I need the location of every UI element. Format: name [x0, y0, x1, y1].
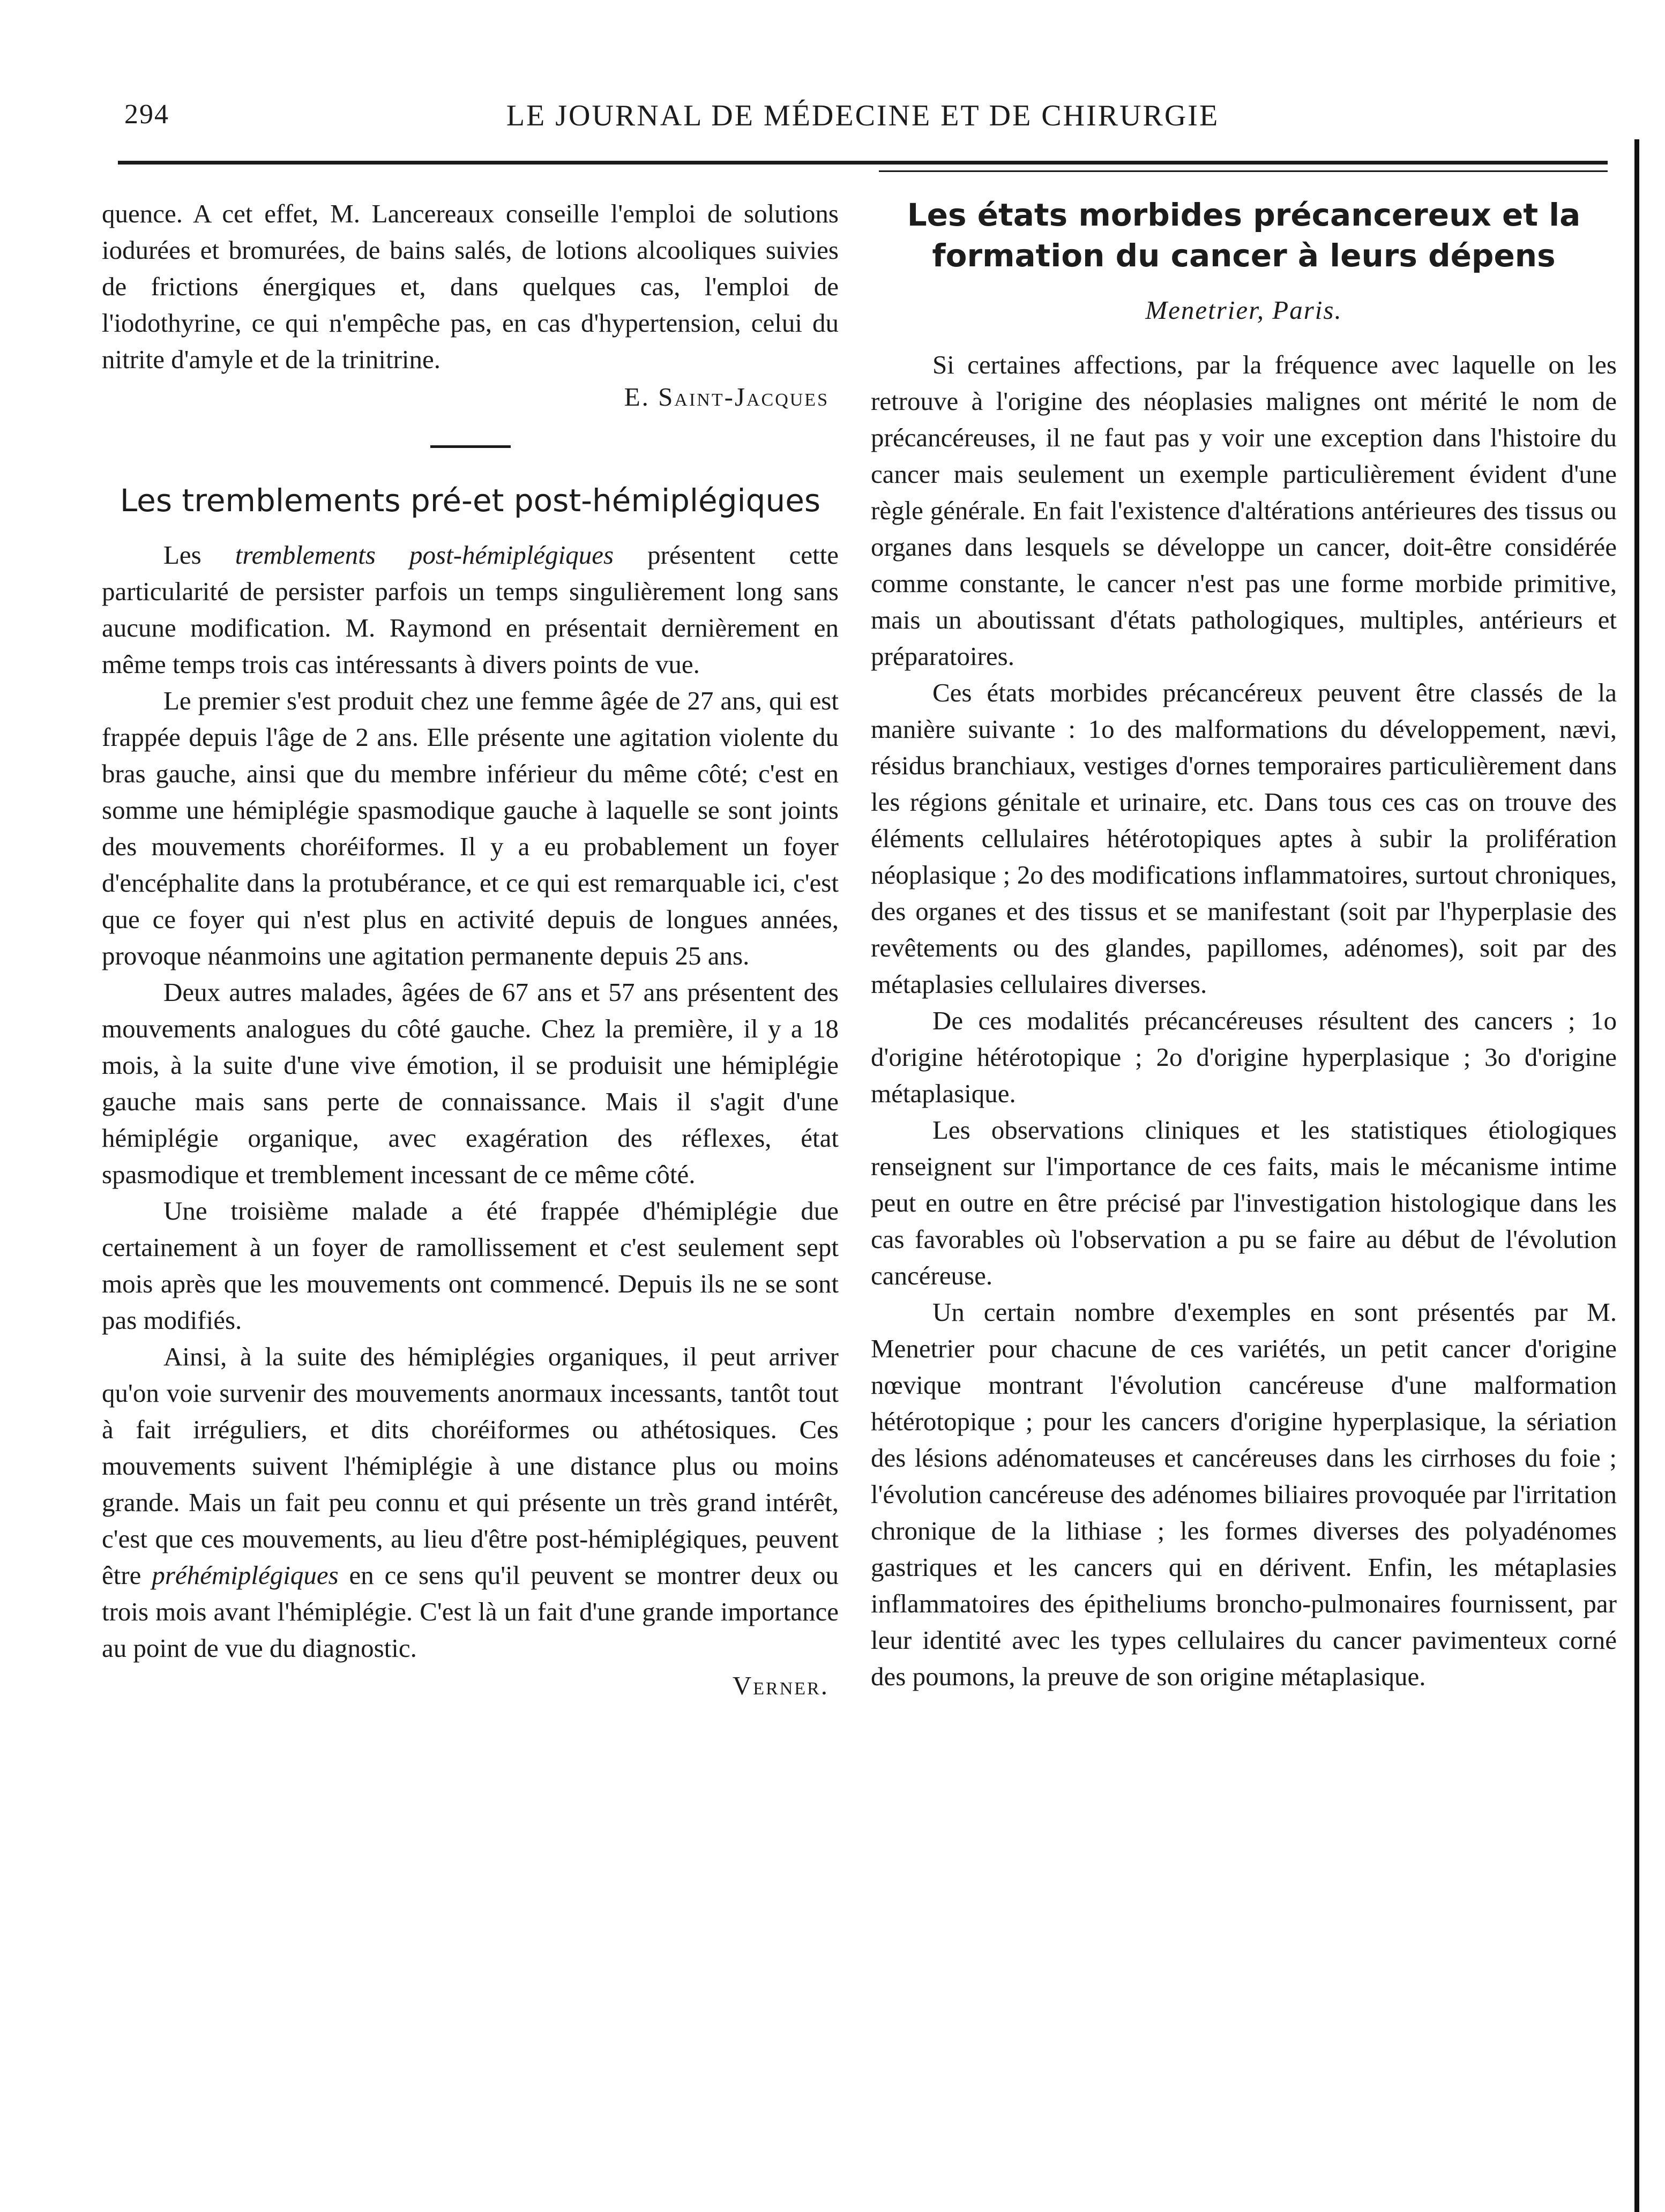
- right-column: [871, 196, 1617, 1695]
- paragraph: Un certain nombre d'exemples en sont présentés par M. Menetrier pour chacune de ces variétés, un petit cancer d'origine nœvique montrant l'évolution cancéreuse d'une malformation hétérotopique ; pour les cancers d'origine hyperplasique, la sériation des lésions adénomateuses et cancéreuses dans les cirrhoses du foie ; l'évolution cancéreuse des adénomes biliaires provoquée par l'irritation chronique de la lithiase ; les formes diverses des polyadénomes gastriques et les cancers qui en dérivent. Enfin, les métaplasies inflammatoires des épitheliums broncho-pulmonaires fournissent, par leur identité avec les types cellulaires du cancer pavimenteux corné des poumons, la preuve de son origine métaplasique.: [871, 1297, 1617, 1691]
- article-title-etats-morbides: Les états morbides précancereux et la formation du cancer à leurs dépens: [907, 197, 1581, 274]
- paragraph: Ces états morbides précancéreux peuvent être classés de la manière suivante : 1o des malformations du développement, nævi, résidus branchiaux, vestiges d'ornes temporaires particulièrement dans les régions génitale et urinaire, etc. Dans tous ces cas on trouve des éléments cellulaires hétérotopiques aptes à subir la prolifération néoplasique ; 2o des modifications inflammatoires, surtout chroniques, des organes et des tissus et se manifestant (soit par l'hyperplasie des revêtements ou des glandes, papillomes, adénomes), soit par des métaplasies cellulaires diverses.: [871, 678, 1617, 999]
- paragraph-italic-text: tremblements post-hémiplégiques: [235, 540, 614, 570]
- paragraph: [102, 537, 839, 683]
- signature-verner: Verner.: [732, 1671, 829, 1700]
- page-edge-border: [1634, 139, 1639, 2212]
- section-divider: [430, 445, 511, 448]
- article-byline: Menetrier, Paris.: [1145, 295, 1342, 325]
- running-title: LE JOURNAL DE MÉDECINE ET DE CHIRURGIE: [506, 99, 1220, 132]
- continued-paragraph: quence. A cet effet, M. Lancereaux conseille l'emploi de solutions iodurées et bromurées, de bains salés, de lotions alcooliques suivies de frictions énergiques et, dans quelques cas, l'emploi de l'iodothyrine, ce qui n'empêche pas, en cas d'hypertension, celui du nitrite d'amyle et de la trinitrine.: [102, 199, 839, 374]
- paragraph-text: Les: [163, 540, 201, 570]
- paragraph: Si certaines affections, par la fréquence avec laquelle on les retrouve à l'origine des néoplasies malignes ont mérité le nom de précancéreuses, il ne faut pas y voir une exception dans l'histoire du cancer mais seulement un exemple particulièrement évident d'une règle générale. En fait l'existence d'altérations antérieures des tissus ou organes dans lesquels se développe un cancer, doit-être considérée comme constante, le cancer n'est pas une forme morbide primitive, mais un aboutissant d'états pathologiques, multiples, antérieurs et préparatoires.: [871, 350, 1617, 671]
- paragraph: [102, 1339, 839, 1667]
- paragraph: De ces modalités précancéreuses résultent des cancers ; 1o d'origine hétérotopique ; 2o d'origine hyperplasique ; 3o d'origine métaplasique.: [871, 1006, 1617, 1108]
- paragraph: Le premier s'est produit chez une femme âgée de 27 ans, qui est frappée depuis l'âge de 2 ans. Elle présente une agitation violente du bras gauche, ainsi que du membre inférieur du même côté; c'est en somme une hémiplégie spasmodique gauche à laquelle se sont joints des mouvements choréiformes. Il y a eu probablement un foyer d'encéphalite dans la protubérance, et ce qui est remarquable ici, c'est que ce foyer qui n'est plus en activité depuis de longues années, provoque néanmoins une agitation permanente depuis 25 ans.: [102, 686, 839, 970]
- signature-saint-jacques: E. Saint-Jacques: [624, 382, 829, 412]
- article-title-tremblements: Les tremblements pré-et post-hémiplégiques: [120, 482, 821, 519]
- header-rule-thin: [879, 170, 1608, 172]
- paragraph: Deux autres malades, âgées de 67 ans et 57 ans présentent des mouvements analogues du côté gauche. Chez la première, il y a 18 mois, à la suite d'une vive émotion, il se produisit une hémiplégie gauche mais sans perte de connaissance. Mais il s'agit d'une hémiplégie organique, avec exagération des réflexes, état spasmodique et tremblement incessant de ce même côté.: [102, 977, 839, 1189]
- header-rule: [118, 161, 1608, 165]
- page-number: 294: [124, 99, 169, 130]
- paragraph: Une troisième malade a été frappée d'hémiplégie due certainement à un foyer de ramollissement et c'est seulement sept mois après que les mouvements ont commencé. Depuis ils ne se sont pas modifiés.: [102, 1196, 839, 1335]
- paragraph-text: Ainsi, à la suite des hémiplégies organiques, il peut arriver qu'on voie survenir des mouvements anormaux incessants, tantôt tout à fait irréguliers, et dits choréiformes ou athétosiques. Ces mouvements suivent l'hémiplégie à une distance plus ou moins grande. Mais un fait peu connu et qui présente un très grand intérêt, c'est que ces mouvements, au lieu d'être post-hémiplégiques, peuvent être: [102, 1342, 839, 1590]
- paragraph-text: présentent cette particularité de persister parfois un temps singulièrement long sans aucune modification. M. Raymond en présentait dernièrement en même temps trois cas intéressants à divers points de vue.: [102, 540, 839, 679]
- left-column: [102, 196, 839, 1704]
- paragraph-italic-text: préhémiplégiques: [152, 1560, 339, 1590]
- paragraph-text: en ce sens qu'il peuvent se montrer deux ou trois mois avant l'hémiplégie. C'est là un fait d'une grande importance au point de vue du diagnostic.: [102, 1560, 839, 1663]
- paragraph: Les observations cliniques et les statistiques étiologiques renseignent sur l'importance de ces faits, mais le mécanisme intime peut en outre en être précisé par l'investigation histologique dans les cas favorables où l'observation a pu se faire au début de l'évolution cancéreuse.: [871, 1115, 1617, 1290]
